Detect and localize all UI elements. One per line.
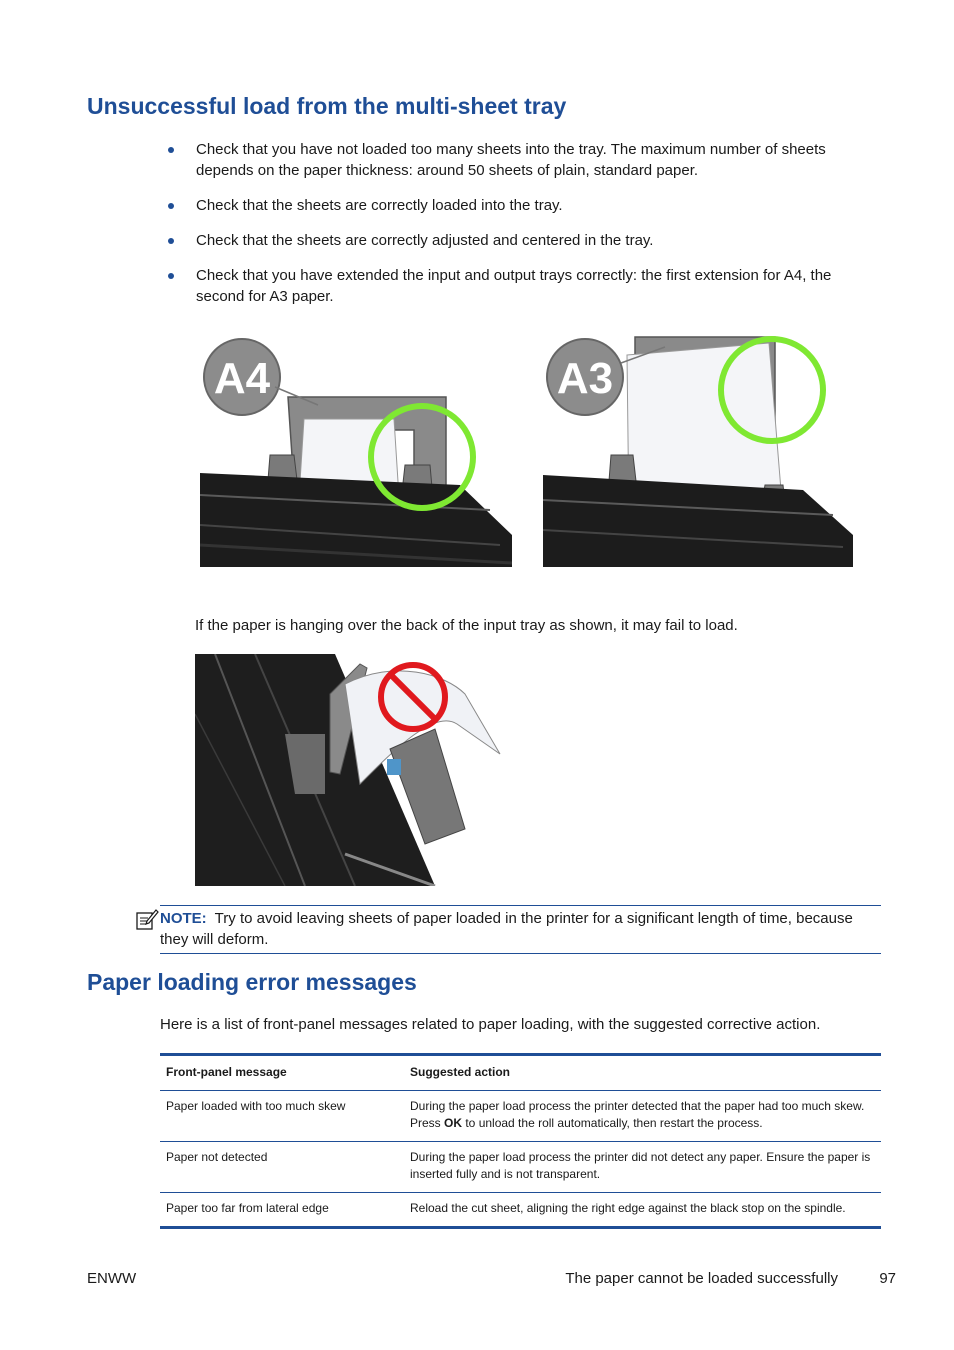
- table-intro: Here is a list of front-panel messages related to paper loading, with the suggested corrective action.: [160, 1016, 821, 1033]
- bullet-icon: [168, 238, 174, 244]
- bullet-text: Check that you have extended the input and output trays correctly: the first extension for A4, the second for A3 paper.: [196, 267, 832, 305]
- action-cell: During the paper load process the printer did not detect any paper. Ensure the paper is inserted fully and is not transparent.: [404, 1142, 881, 1193]
- bullet-icon: [168, 273, 174, 279]
- action-cell: Reload the cut sheet, aligning the right edge against the black stop on the spindle.: [410, 1201, 846, 1215]
- a4-tray-illustration: [200, 335, 512, 567]
- list-item: [160, 265, 880, 307]
- bullet-icon: [168, 147, 174, 153]
- footer-title: The paper cannot be loaded successfully: [565, 1270, 838, 1287]
- footer-left: ENWW: [87, 1270, 137, 1287]
- bullet-text: Check that you have not loaded too many sheets into the tray. The maximum number of sheets depends on the paper thickness: around 50 sheets of plain, standard paper.: [196, 141, 826, 179]
- section-heading-unsuccessful-load: Unsuccessful load from the multi-sheet tray: [87, 93, 567, 119]
- hang-warning-text: If the paper is hanging over the back of the input tray as shown, it may fail to load.: [195, 617, 738, 634]
- note-label: NOTE:: [160, 910, 207, 927]
- message-cell: Paper not detected: [160, 1142, 404, 1193]
- table-header-row: [160, 1055, 881, 1091]
- bullet-text: Check that the sheets are correctly adjusted and centered in the tray.: [196, 232, 654, 249]
- action-text: to unload the roll automatically, then restart the process.: [462, 1116, 763, 1130]
- note-box: [160, 905, 881, 954]
- error-messages-table: [160, 1053, 881, 1229]
- list-item: [160, 139, 880, 181]
- page-number: 97: [879, 1270, 896, 1287]
- note-icon: [135, 907, 159, 931]
- list-item: [160, 195, 880, 216]
- action-cell: [404, 1091, 881, 1142]
- table-row: [160, 1142, 881, 1193]
- a3-label: A3: [556, 354, 614, 403]
- column-header-action: Suggested action: [404, 1055, 881, 1091]
- section-heading-error-messages: Paper loading error messages: [87, 969, 417, 995]
- note-text: Try to avoid leaving sheets of paper loaded in the printer for a significant length of time, because they will deform.: [160, 910, 853, 948]
- a4-label: A4: [213, 354, 271, 403]
- list-item: [160, 230, 880, 251]
- paper-hanging-illustration: [195, 654, 505, 886]
- bullet-text: Check that the sheets are correctly loaded into the tray.: [196, 197, 563, 214]
- table-row: [160, 1091, 881, 1142]
- message-cell: Paper too far from lateral edge: [166, 1201, 329, 1215]
- a3-tray-illustration: [543, 335, 853, 567]
- checklist: [160, 139, 880, 321]
- message-cell: Paper loaded with too much skew: [160, 1091, 404, 1142]
- column-header-message: Front-panel message: [160, 1055, 404, 1091]
- ok-key-label: OK: [444, 1116, 463, 1130]
- table-row: [160, 1193, 881, 1228]
- bullet-icon: [168, 203, 174, 209]
- action-text: During the paper load process the printer detected that the paper had too much skew. Press: [410, 1099, 865, 1130]
